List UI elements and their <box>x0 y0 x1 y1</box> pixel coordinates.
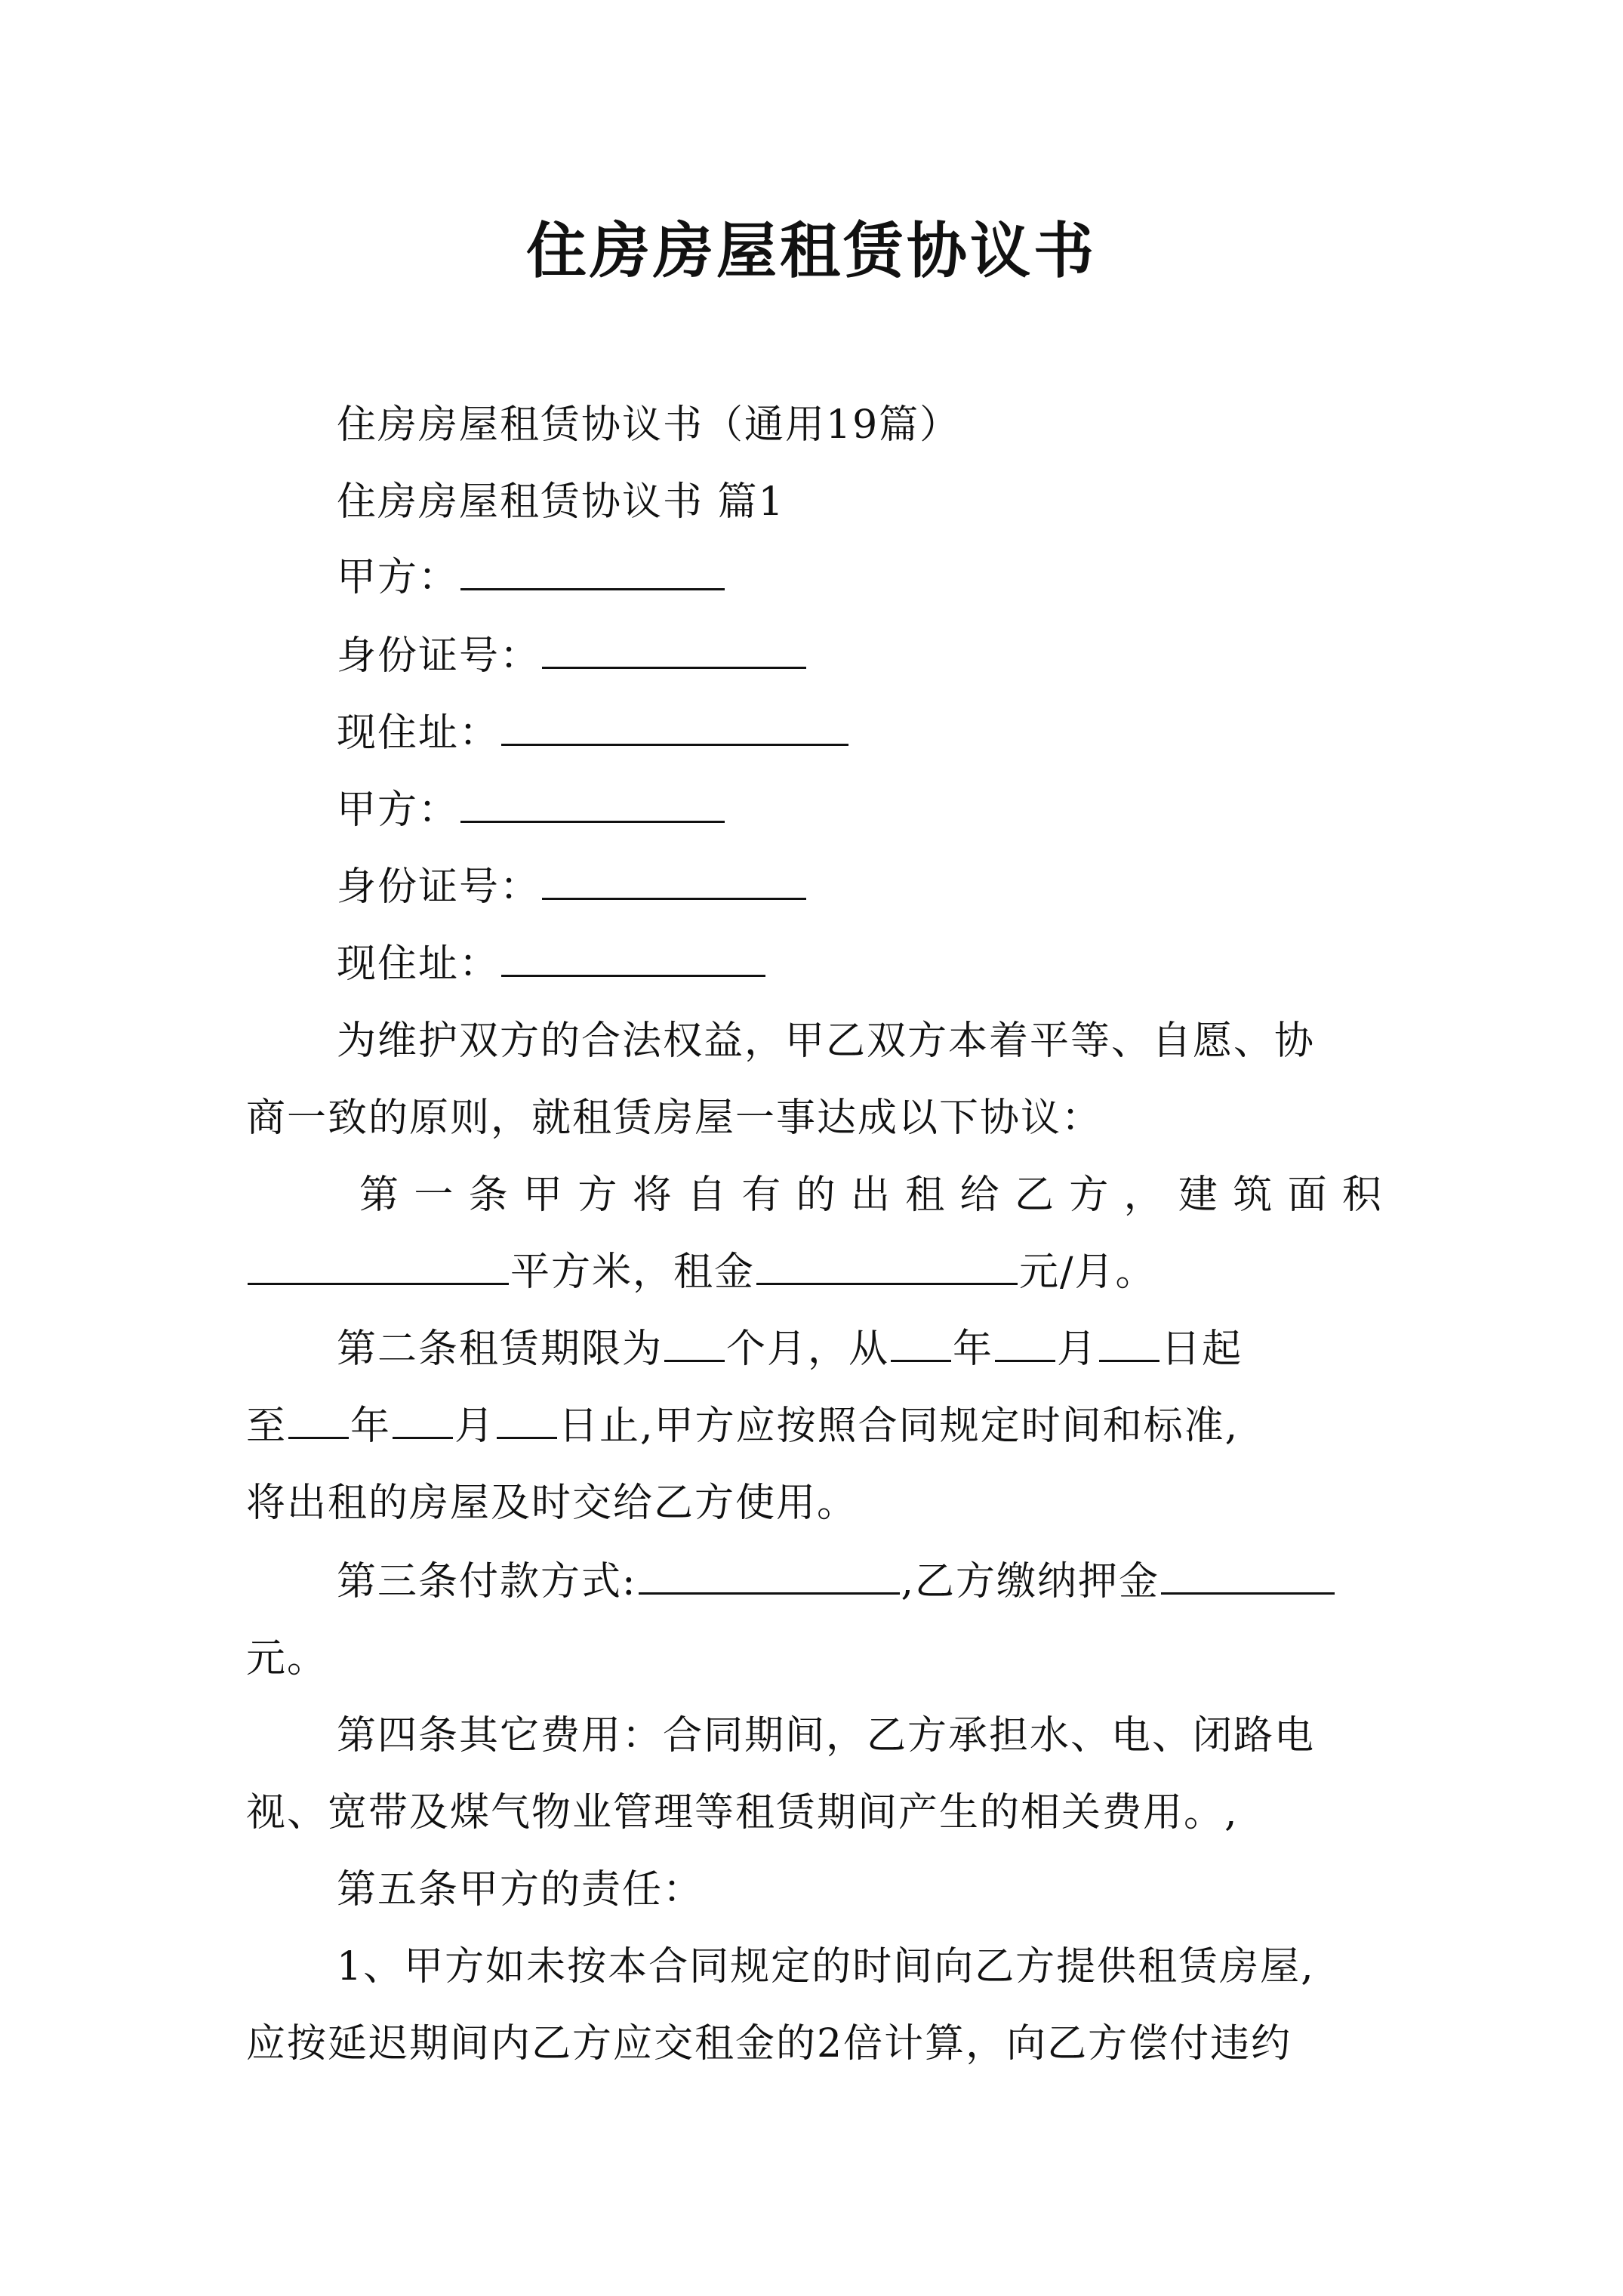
address-blank <box>501 940 765 977</box>
intro-line-1: 为维护双方的合法权益，甲乙双方本着平等、自愿、协 <box>337 1019 1316 1064</box>
article-2-text: 年 <box>350 1404 392 1449</box>
address-label: 现住址： <box>337 942 500 987</box>
id-line-2 <box>337 855 808 911</box>
id-line-1 <box>337 624 808 680</box>
article-1-char: 建 <box>1178 1173 1218 1218</box>
area-unit-text: 平方米，租金 <box>510 1250 756 1295</box>
article-5-item-1-line-2: 应按延迟期间内乙方应交租金的2倍计算，向乙方偿付违约 <box>246 2021 1292 2066</box>
article-1-char: 将 <box>632 1173 672 1218</box>
article-1-char: 条 <box>468 1173 508 1218</box>
article-1-char: 租 <box>905 1173 945 1218</box>
id-label: 身份证号： <box>337 633 541 679</box>
id-label: 身份证号： <box>337 864 541 910</box>
article-2-line-2 <box>246 1394 1239 1450</box>
article-3-line-1 <box>337 1549 1336 1606</box>
party-a-line-1 <box>337 545 726 602</box>
article-1-char: 自 <box>686 1173 726 1218</box>
party-a-line-2 <box>337 778 726 834</box>
rent-unit-text: 元/月。 <box>1019 1250 1156 1295</box>
article-2-text: 日止,甲方应按照合同规定时间和标准, <box>559 1404 1240 1449</box>
article-5-item-1-line-1: 1、甲方如未按本合同规定的时间向乙方提供租赁房屋, <box>337 1944 1315 1989</box>
party-a-blank <box>460 553 725 590</box>
start-day-blank <box>1099 1325 1160 1362</box>
intro-line-2: 商一致的原则，就租赁房屋一事达成以下协议： <box>246 1096 1103 1141</box>
address-line-2 <box>337 932 767 988</box>
rent-blank <box>756 1248 1018 1285</box>
article-1-char: 第 <box>359 1173 399 1218</box>
section-heading: 住房房屋租赁协议书 篇1 <box>337 479 785 525</box>
article-1-char: 有 <box>741 1173 781 1218</box>
end-month-blank <box>393 1402 453 1439</box>
payment-method-blank <box>639 1558 900 1595</box>
article-1-char: 一 <box>414 1173 454 1218</box>
article-1-char: 积 <box>1341 1173 1381 1218</box>
article-2-text: 月 <box>454 1404 496 1449</box>
article-1-char: ， <box>1123 1173 1163 1218</box>
party-a-blank <box>460 786 725 823</box>
article-4-line-2: 视、宽带及煤气物业管理等租赁期间产生的相关费用。, <box>246 1790 1239 1835</box>
address-line-1 <box>337 701 850 757</box>
article-2-text: 第二条租赁期限为 <box>337 1327 664 1372</box>
document-title: 住房房屋租赁协议书 <box>526 215 1097 286</box>
party-a-label: 甲方： <box>337 787 460 833</box>
article-1-char: 给 <box>959 1173 999 1218</box>
article-1-char: 筑 <box>1233 1173 1273 1218</box>
article-1-char: 甲 <box>522 1173 562 1218</box>
article-1-char: 方 <box>577 1173 617 1218</box>
article-1-char: 的 <box>796 1173 836 1218</box>
article-2-text: 至 <box>246 1404 288 1449</box>
article-1-char: 方 <box>1069 1173 1109 1218</box>
address-blank <box>501 709 848 746</box>
area-blank <box>248 1248 509 1285</box>
document-subtitle: 住房房屋租赁协议书（通用19篇） <box>337 402 961 448</box>
article-1-char: 面 <box>1287 1173 1327 1218</box>
id-blank <box>542 632 806 669</box>
article-5-heading: 第五条甲方的责任： <box>337 1867 704 1912</box>
id-blank <box>542 863 806 900</box>
start-year-blank <box>891 1325 951 1362</box>
article-1-char: 出 <box>850 1173 890 1218</box>
article-2-text: 个月，从 <box>726 1327 890 1372</box>
deposit-blank <box>1161 1558 1335 1595</box>
article-3-text: ,乙方缴纳押金 <box>901 1559 1160 1604</box>
article-2-text: 月 <box>1057 1327 1098 1372</box>
article-1-char: 乙 <box>1014 1173 1054 1218</box>
article-1-line-1 <box>359 1163 1381 1219</box>
article-3-text: 第三条付款方式: <box>337 1559 637 1604</box>
article-4-line-1: 第四条其它费用：合同期间，乙方承担水、电、闭路电 <box>337 1713 1316 1758</box>
end-day-blank <box>497 1402 557 1439</box>
party-a-label: 甲方： <box>337 555 460 600</box>
end-year-blank <box>288 1402 349 1439</box>
start-month-blank <box>995 1325 1055 1362</box>
article-2-text: 年 <box>953 1327 994 1372</box>
article-3-line-2: 元。 <box>246 1636 328 1681</box>
months-blank <box>664 1325 725 1362</box>
article-2-text: 日起 <box>1161 1327 1243 1372</box>
article-2-line-3: 将出租的房屋及时交给乙方使用。 <box>246 1481 858 1526</box>
address-label: 现住址： <box>337 710 500 756</box>
article-1-line-2 <box>246 1240 1156 1296</box>
article-2-line-1 <box>337 1317 1243 1373</box>
